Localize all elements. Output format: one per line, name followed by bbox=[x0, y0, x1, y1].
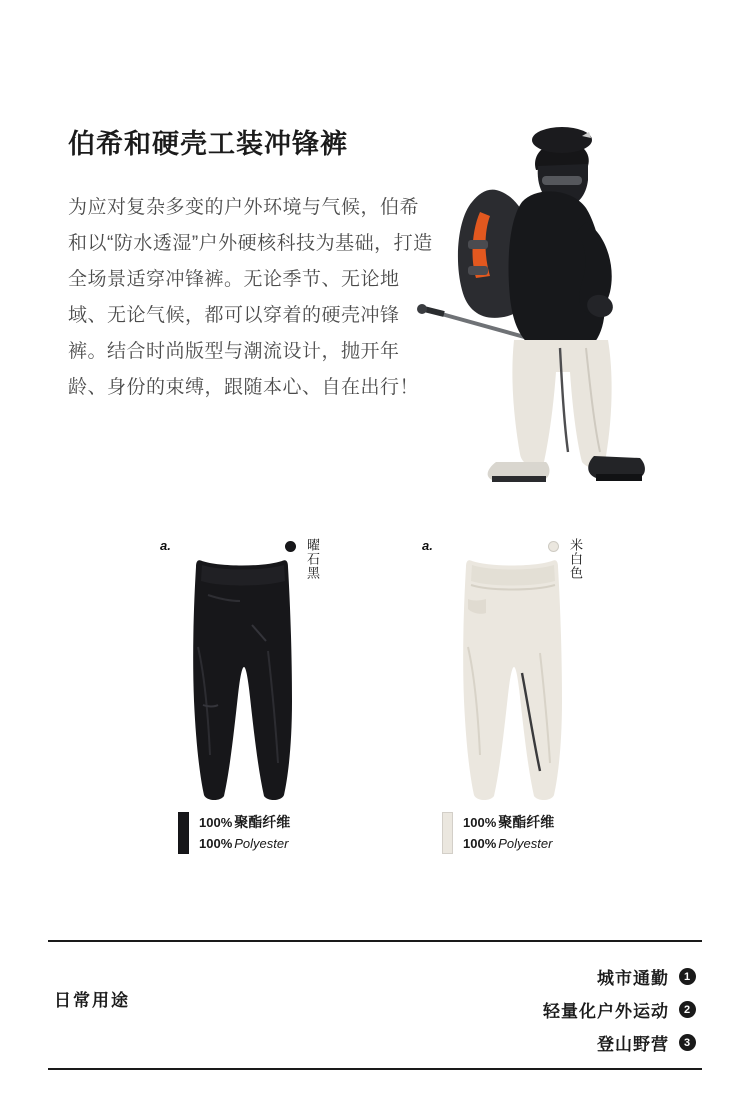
beige-pants-icon bbox=[512, 340, 611, 468]
material-color-bar bbox=[442, 812, 453, 854]
product-image-beige-pants bbox=[438, 555, 588, 805]
usage-item-number: 2 bbox=[679, 1001, 696, 1018]
material-percent-en: 100% bbox=[199, 836, 233, 851]
colorway-item bbox=[380, 520, 680, 900]
usage-item-number: 1 bbox=[679, 968, 696, 985]
model-photo bbox=[410, 90, 740, 490]
colorway-index: a. bbox=[160, 538, 171, 553]
usage-item-number: 3 bbox=[679, 1034, 696, 1051]
list-item bbox=[597, 964, 696, 989]
list-item bbox=[543, 997, 696, 1022]
usage-list bbox=[543, 964, 696, 1055]
color-name: 米白色 bbox=[568, 538, 583, 580]
usage-item-text: 轻量化户外运动 bbox=[543, 1002, 669, 1021]
list-item bbox=[597, 1030, 696, 1055]
page-title: 伯希和硬壳工装冲锋裤 bbox=[68, 129, 348, 159]
colorway-item bbox=[90, 520, 390, 900]
material-text-en: Polyester bbox=[234, 836, 289, 851]
material-color-bar bbox=[178, 812, 189, 854]
material-line-cn bbox=[463, 812, 554, 833]
color-name: 曜石黑 bbox=[305, 538, 320, 580]
shoes-icon bbox=[488, 456, 645, 482]
material-percent-cn: 100% bbox=[463, 815, 497, 830]
material-text-cn: 聚酯纤维 bbox=[498, 814, 555, 830]
color-swatch-dot bbox=[285, 541, 296, 552]
colorway-index: a. bbox=[422, 538, 433, 553]
black-pants-illustration bbox=[168, 555, 318, 805]
material-text-en: Polyester bbox=[498, 836, 553, 851]
material-percent-en: 100% bbox=[463, 836, 497, 851]
material-percent-cn: 100% bbox=[199, 815, 233, 830]
hero-section bbox=[0, 0, 750, 500]
usage-item-text: 登山野营 bbox=[597, 1035, 669, 1054]
material-block bbox=[442, 812, 554, 854]
usage-label: 日常用途 bbox=[54, 991, 130, 1010]
color-swatch-dot bbox=[548, 541, 559, 552]
product-image-black-pants bbox=[168, 555, 318, 805]
material-line-en bbox=[199, 833, 290, 854]
hero-description: 为应对复杂多变的户外环境与气候，伯希和以“防水透湿”户外硬核科技为基础，打造全场景适穿冲锋裤。无论季节、无论地域、无论气候，都可以穿着的硬壳冲锋裤。结合时尚版型与潮流设计，抛开年龄、身份的束缚，跟随本心、自在出行！ bbox=[68, 197, 433, 398]
material-line-cn bbox=[199, 812, 290, 833]
colorway-section bbox=[0, 520, 750, 900]
material-text-cn: 聚酯纤维 bbox=[234, 814, 291, 830]
model-illustration bbox=[410, 90, 740, 490]
usage-section bbox=[48, 940, 702, 1070]
beige-pants-illustration bbox=[438, 555, 588, 805]
usage-item-text: 城市通勤 bbox=[597, 969, 669, 988]
material-block bbox=[178, 812, 290, 854]
material-line-en bbox=[463, 833, 554, 854]
